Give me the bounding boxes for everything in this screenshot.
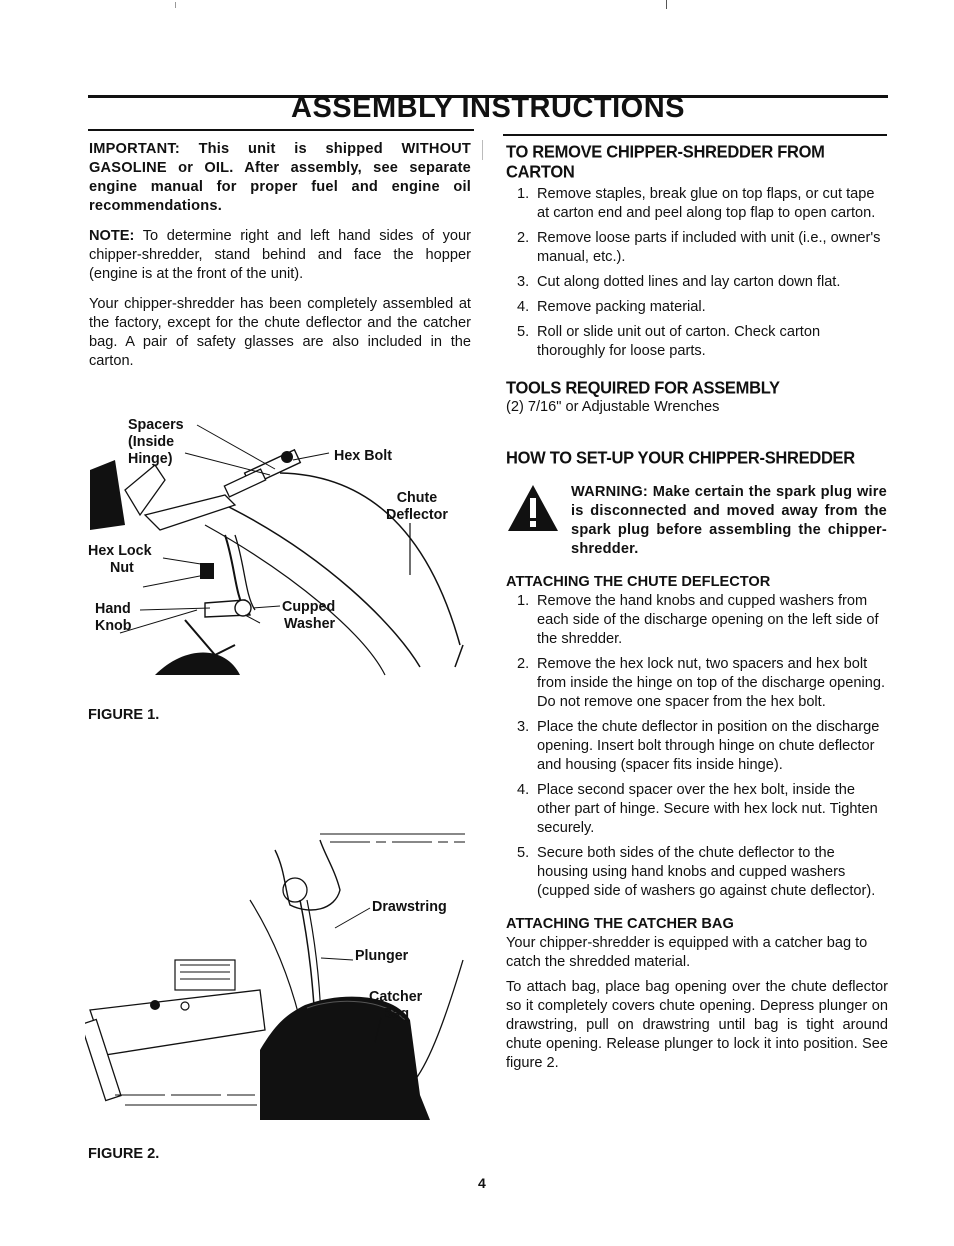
label-cupped-line2: Washer (284, 616, 336, 632)
label-spacers-line1: Spacers (128, 417, 184, 433)
figure-2 (85, 820, 475, 1130)
step-text: Place the chute deflector in position on the discharge opening. Insert bolt through hinge on chute deflector and housing (spacer fits inside hinge). (537, 719, 880, 773)
step-text: Remove loose parts if included with unit (i.e., owner's manual, etc.). (537, 230, 881, 265)
label-chute-line1: Chute (396, 490, 438, 506)
step-number: 1. (517, 593, 530, 609)
label-hand-line1: Hand (95, 601, 131, 617)
label-hex-lock-line1: Hex Lock (88, 543, 152, 559)
title-rule-bottom-right (503, 134, 887, 136)
step-text: Roll or slide unit out of carton. Check carton thoroughly for loose parts. (537, 324, 821, 359)
step-number: 5. (517, 845, 530, 861)
label-catcher-bag (369, 989, 422, 1023)
label-cupped-line1: Cupped (282, 599, 336, 615)
chute-steps (506, 592, 888, 901)
right-column (506, 143, 888, 1073)
step-text: Place second spacer over the hex bolt, inside the other part of hinge. Secure with hex lock nut. Tighten securely. (537, 782, 878, 836)
step-text: Remove staples, break glue on top flaps, or cut tape at carton end and peel along top flap to open carton. (537, 186, 876, 221)
list-item (506, 323, 888, 361)
list-item (506, 298, 888, 317)
step-text: Remove the hex lock nut, two spacers and hex bolt from inside the hinge on top of the discharge opening. Do not remove one spacer from the hex bolt. (537, 656, 886, 710)
scan-mark (175, 2, 176, 8)
figure-2-caption: FIGURE 2. (88, 1146, 160, 1162)
figure-1 (85, 405, 475, 695)
title-rule-bottom-left (88, 129, 474, 131)
step-number: 3. (517, 274, 530, 290)
step-number: 4. (517, 782, 530, 798)
important-notice: IMPORTANT: This unit is shipped WITHOUT GASOLINE or OIL. After assembly, see separate engine manual for proper fuel and engine oil recommendations. (89, 141, 471, 214)
step-number: 4. (517, 299, 530, 315)
step-number: 2. (517, 230, 530, 246)
remove-heading: TO REMOVE CHIPPER-SHREDDER FROM CARTON (506, 143, 825, 182)
label-catcher-line1: Catcher (369, 989, 423, 1005)
step-number: 1. (517, 186, 530, 202)
chute-heading: ATTACHING THE CHUTE DEFLECTOR (506, 574, 771, 590)
warning-icon (506, 483, 560, 533)
bag-heading: ATTACHING THE CATCHER BAG (506, 916, 734, 932)
step-text: Secure both sides of the chute deflector to the housing using hand knobs and cupped washers (cupped side of washers go against chute deflector). (537, 845, 876, 899)
warning-text: WARNING: Make certain the spark plug wire is disconnected and moved away from the spark plug before assembling the chipper-shredder. (571, 484, 887, 557)
step-number: 5. (517, 324, 530, 340)
warning-block (506, 483, 888, 561)
figure-1-caption: FIGURE 1. (88, 707, 160, 723)
remove-steps (506, 185, 888, 361)
list-item (506, 844, 888, 901)
label-spacers-line3: Hinge) (128, 451, 173, 467)
label-hex-lock-nut (88, 543, 152, 577)
tools-text: (2) 7/16" or Adjustable Wrenches (506, 399, 720, 415)
label-hand-knob (95, 601, 132, 635)
scan-mark (666, 0, 667, 9)
label-drawstring: Drawstring (372, 899, 447, 915)
list-item (506, 185, 888, 223)
label-chute-deflector (386, 490, 448, 524)
left-column (89, 140, 471, 382)
label-chute-line2: Deflector (386, 507, 448, 523)
list-item (506, 781, 888, 838)
list-item (506, 229, 888, 267)
bag-paragraph-1: Your chipper-shredder is equipped with a catcher bag to catch the shredded material. (506, 935, 868, 970)
list-item (506, 718, 888, 775)
setup-heading: HOW TO SET-UP YOUR CHIPPER-SHREDDER (506, 449, 855, 468)
note-label: NOTE: (89, 228, 135, 244)
step-text: Remove the hand knobs and cupped washers from each side of the discharge opening on the left side of the shredder. (537, 593, 879, 647)
label-hex-bolt: Hex Bolt (334, 448, 392, 464)
label-hex-lock-line2: Nut (110, 560, 134, 576)
tools-heading: TOOLS REQUIRED FOR ASSEMBLY (506, 379, 780, 398)
label-cupped-washer (282, 599, 335, 633)
page-title: ASSEMBLY INSTRUCTIONS (291, 92, 685, 124)
label-spacers-line2: (Inside (128, 434, 175, 450)
note-paragraph (89, 227, 471, 284)
label-hand-line2: Knob (95, 618, 132, 634)
column-divider (482, 140, 483, 160)
label-spacers (128, 417, 184, 468)
bag-paragraph-2: To attach bag, place bag opening over the chute deflector so it completely covers chute opening. Depress plunger on drawstring, pull on drawstring until bag is tight around chute opening. Release plunger to lock it into position. See figure 2. (506, 979, 888, 1071)
step-number: 2. (517, 656, 530, 672)
note-text: To determine right and left hand sides of your chipper-shredder, stand behind and face the hopper (engine is at the front of the unit). (89, 228, 471, 282)
list-item (506, 655, 888, 712)
page-number: 4 (478, 1175, 486, 1191)
label-plunger: Plunger (355, 948, 409, 964)
step-number: 3. (517, 719, 530, 735)
list-item (506, 273, 888, 292)
step-text: Cut along dotted lines and lay carton down flat. (537, 274, 841, 290)
intro-paragraph: Your chipper-shredder has been completely assembled at the factory, except for the chute deflector and the catcher bag. A pair of safety glasses are also included in the carton. (89, 296, 471, 369)
list-item (506, 592, 888, 649)
label-catcher-line2: Bag (382, 1006, 410, 1022)
step-text: Remove packing material. (537, 299, 706, 315)
figure-2-illustration (85, 820, 475, 1130)
